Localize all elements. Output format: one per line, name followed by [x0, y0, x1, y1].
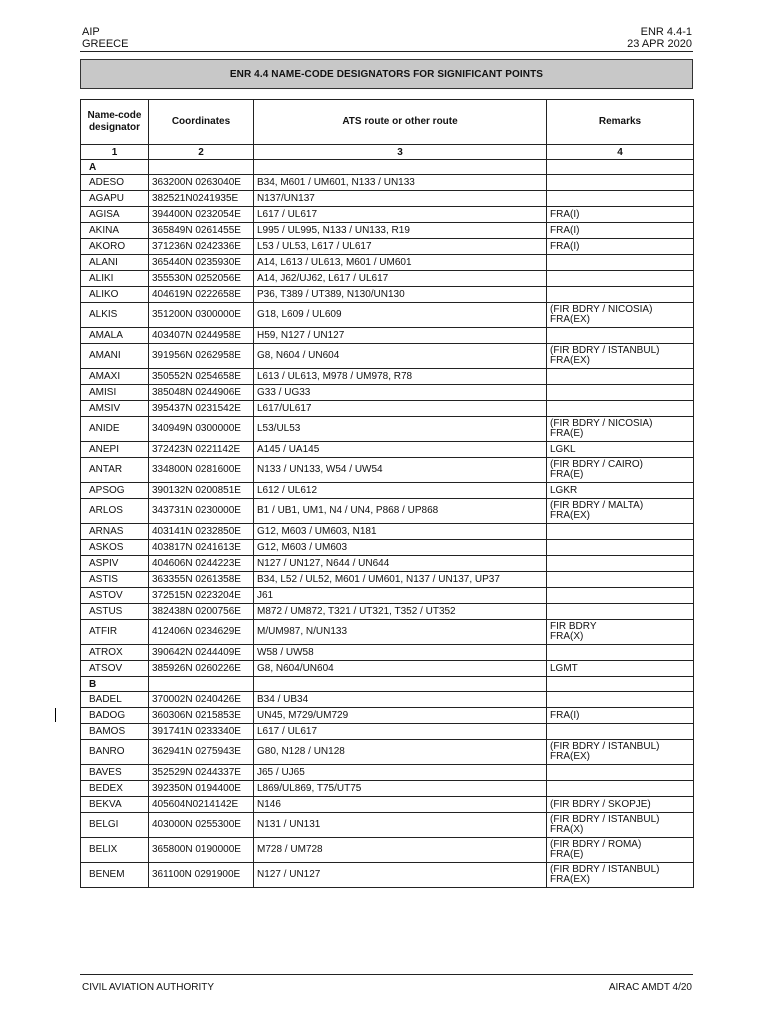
- route-cell: M/UM987, N/UN133: [254, 620, 547, 645]
- remarks-cell: [547, 369, 694, 385]
- name-code-cell: ASTOV: [81, 588, 149, 604]
- name-code-cell: ATFIR: [81, 620, 149, 645]
- remark-line: FRA(EX): [550, 355, 590, 366]
- remarks-cell: [547, 645, 694, 661]
- remark-line: FRA(E): [550, 428, 584, 439]
- remark-line: (FIR BDRY / SKOPJE): [550, 799, 651, 810]
- remark-line: FRA(EX): [550, 751, 590, 762]
- remark-line: FRA(I): [550, 209, 580, 220]
- remark-line: FRA(EX): [550, 510, 590, 521]
- table-row: [81, 191, 694, 207]
- section-title: ENR 4.4 NAME-CODE DESIGNATORS FOR SIGNIFICANT POINTS: [80, 59, 693, 89]
- route-cell: G12, M603 / UM603: [254, 540, 547, 556]
- table-row: [81, 572, 694, 588]
- route-cell: L53 / UL53, L617 / UL617: [254, 239, 547, 255]
- remark-line: (FIR BDRY / NICOSIA): [550, 418, 653, 429]
- remarks-cell: [547, 385, 694, 401]
- coordinates-cell: 391741N 0233340E: [149, 724, 254, 740]
- coordinates-cell: 350552N 0254658E: [149, 369, 254, 385]
- change-bar: [55, 708, 56, 722]
- table-row: [81, 692, 694, 708]
- name-code-cell: AMSIV: [81, 401, 149, 417]
- coordinates-cell: 405604N0214142E: [149, 797, 254, 813]
- coordinates-cell: 372515N 0223204E: [149, 588, 254, 604]
- table-row: [81, 863, 694, 888]
- route-cell: A14, J62/UJ62, L617 / UL617: [254, 271, 547, 287]
- name-code-cell: BELGI: [81, 813, 149, 838]
- remarks-cell: [547, 604, 694, 620]
- name-code-cell: AMAXI: [81, 369, 149, 385]
- table-row: [81, 724, 694, 740]
- remark-line: FRA(X): [550, 631, 584, 642]
- header-right: [627, 26, 692, 50]
- header-divider: [80, 51, 693, 52]
- table-row: [81, 588, 694, 604]
- remark-line: (FIR BDRY / ISTANBUL): [550, 864, 660, 875]
- route-cell: N127 / UN127, N644 / UN644: [254, 556, 547, 572]
- table-row: [81, 645, 694, 661]
- remark-line: FIR BDRY: [550, 621, 597, 632]
- coordinates-cell: 391956N 0262958E: [149, 344, 254, 369]
- remarks-cell: [547, 692, 694, 708]
- remark-line: (FIR BDRY / NICOSIA): [550, 304, 653, 315]
- section-letter-row: [81, 677, 694, 692]
- route-cell: L612 / UL612: [254, 483, 547, 499]
- remarks-cell: [547, 708, 694, 724]
- route-cell: L617/UL617: [254, 401, 547, 417]
- route-cell: A145 / UA145: [254, 442, 547, 458]
- coordinates-cell: 390642N 0244409E: [149, 645, 254, 661]
- remarks-cell: [547, 524, 694, 540]
- remarks-cell: [547, 483, 694, 499]
- remarks-cell: [547, 271, 694, 287]
- route-cell: L613 / UL613, M978 / UM978, R78: [254, 369, 547, 385]
- route-cell: N131 / UN131: [254, 813, 547, 838]
- route-cell: P36, T389 / UT389, N130/UN130: [254, 287, 547, 303]
- remarks-cell: [547, 344, 694, 369]
- remarks-cell: [547, 556, 694, 572]
- name-code-cell: ANEPI: [81, 442, 149, 458]
- route-cell: M872 / UM872, T321 / UT321, T352 / UT352: [254, 604, 547, 620]
- route-cell: N146: [254, 797, 547, 813]
- remark-line: FRA(EX): [550, 874, 590, 885]
- table-row: [81, 620, 694, 645]
- name-code-cell: ALANI: [81, 255, 149, 271]
- empty-cell: [149, 160, 254, 175]
- table-row: [81, 838, 694, 863]
- name-code-cell: ARLOS: [81, 499, 149, 524]
- footer-amendment: AIRAC AMDT 4/20: [608, 982, 692, 993]
- route-cell: L617 / UL617: [254, 207, 547, 223]
- name-code-cell: BEKVA: [81, 797, 149, 813]
- remark-line: (FIR BDRY / ISTANBUL): [550, 741, 660, 752]
- table-header-row: [81, 100, 694, 145]
- col-header-route: ATS route or other route: [254, 100, 547, 145]
- route-cell: L995 / UL995, N133 / UN133, R19: [254, 223, 547, 239]
- remarks-cell: [547, 661, 694, 677]
- coordinates-cell: 343731N 0230000E: [149, 499, 254, 524]
- coordinates-cell: 340949N 0300000E: [149, 417, 254, 442]
- coordinates-cell: 363200N 0263040E: [149, 175, 254, 191]
- name-code-cell: ATSOV: [81, 661, 149, 677]
- col-number-4: 4: [547, 145, 694, 160]
- section-letter-row: [81, 160, 694, 175]
- coordinates-cell: 371236N 0242336E: [149, 239, 254, 255]
- name-code-cell: AKORO: [81, 239, 149, 255]
- header-country: GREECE: [82, 38, 129, 50]
- coordinates-cell: 392350N 0194400E: [149, 781, 254, 797]
- footer-authority: CIVIL AVIATION AUTHORITY: [82, 982, 215, 993]
- table-row: [81, 385, 694, 401]
- table-row: [81, 255, 694, 271]
- remarks-cell: [547, 863, 694, 888]
- coordinates-cell: 395437N 0231542E: [149, 401, 254, 417]
- table-row: [81, 458, 694, 483]
- remark-line: (FIR BDRY / CAIRO): [550, 459, 643, 470]
- table-row: [81, 401, 694, 417]
- route-cell: N137/UN137: [254, 191, 547, 207]
- coordinates-cell: 404606N 0244223E: [149, 556, 254, 572]
- coordinates-cell: 363355N 0261358E: [149, 572, 254, 588]
- remark-line: LGKL: [550, 444, 576, 455]
- table-row: [81, 344, 694, 369]
- name-code-cell: AMISI: [81, 385, 149, 401]
- coordinates-cell: 365440N 0235930E: [149, 255, 254, 271]
- name-code-cell: BADEL: [81, 692, 149, 708]
- name-code-cell: BEDEX: [81, 781, 149, 797]
- remark-line: FRA(E): [550, 849, 584, 860]
- route-cell: G18, L609 / UL609: [254, 303, 547, 328]
- remarks-cell: [547, 223, 694, 239]
- table-body: [81, 160, 694, 888]
- table-row: [81, 328, 694, 344]
- route-cell: G8, N604/UN604: [254, 661, 547, 677]
- empty-cell: [547, 677, 694, 692]
- remark-line: LGMT: [550, 663, 578, 674]
- table-row: [81, 781, 694, 797]
- name-code-cell: ANIDE: [81, 417, 149, 442]
- col-number-3: 3: [254, 145, 547, 160]
- coordinates-cell: 394400N 0232054E: [149, 207, 254, 223]
- table-row: [81, 369, 694, 385]
- name-code-cell: ASTIS: [81, 572, 149, 588]
- remarks-cell: [547, 191, 694, 207]
- table-row: [81, 499, 694, 524]
- empty-cell: [254, 160, 547, 175]
- route-cell: L53/UL53: [254, 417, 547, 442]
- header-left: [82, 26, 128, 50]
- name-code-cell: ASTUS: [81, 604, 149, 620]
- name-code-cell: ALIKO: [81, 287, 149, 303]
- table-row: [81, 540, 694, 556]
- coordinates-cell: 385048N 0244906E: [149, 385, 254, 401]
- header-date: 23 APR 2020: [627, 38, 692, 50]
- coordinates-cell: 382438N 0200756E: [149, 604, 254, 620]
- name-code-cell: BAMOS: [81, 724, 149, 740]
- remarks-cell: [547, 442, 694, 458]
- remarks-cell: [547, 207, 694, 223]
- header-page-ref: ENR 4.4-1: [640, 26, 692, 38]
- remarks-cell: [547, 813, 694, 838]
- route-cell: UN45, M729/UM729: [254, 708, 547, 724]
- table-row: [81, 556, 694, 572]
- empty-cell: [547, 160, 694, 175]
- col-header-name-code: Name-code designator: [81, 100, 149, 145]
- remarks-cell: [547, 499, 694, 524]
- name-code-cell: BENEM: [81, 863, 149, 888]
- remarks-cell: [547, 417, 694, 442]
- table-row: [81, 239, 694, 255]
- name-code-cell: ARNAS: [81, 524, 149, 540]
- col-number-1: 1: [81, 145, 149, 160]
- empty-cell: [254, 677, 547, 692]
- route-cell: B34 / UB34: [254, 692, 547, 708]
- coordinates-cell: 404619N 0222658E: [149, 287, 254, 303]
- route-cell: A14, L613 / UL613, M601 / UM601: [254, 255, 547, 271]
- name-code-cell: ASKOS: [81, 540, 149, 556]
- remarks-cell: [547, 838, 694, 863]
- coordinates-cell: 365849N 0261455E: [149, 223, 254, 239]
- table-row: [81, 604, 694, 620]
- table-row: [81, 813, 694, 838]
- col-number-2: 2: [149, 145, 254, 160]
- name-code-cell: BADOG: [81, 708, 149, 724]
- route-cell: N127 / UN127: [254, 863, 547, 888]
- remark-line: (FIR BDRY / ISTANBUL): [550, 814, 660, 825]
- name-code-cell: BAVES: [81, 765, 149, 781]
- name-code-cell: APSOG: [81, 483, 149, 499]
- table-row: [81, 417, 694, 442]
- remarks-cell: [547, 588, 694, 604]
- route-cell: L617 / UL617: [254, 724, 547, 740]
- remark-line: (FIR BDRY / MALTA): [550, 500, 644, 511]
- coordinates-cell: 360306N 0215853E: [149, 708, 254, 724]
- coordinates-cell: 351200N 0300000E: [149, 303, 254, 328]
- coordinates-cell: 412406N 0234629E: [149, 620, 254, 645]
- coordinates-cell: 403000N 0255300E: [149, 813, 254, 838]
- remarks-cell: [547, 620, 694, 645]
- remark-line: FRA(I): [550, 225, 580, 236]
- table-row: [81, 442, 694, 458]
- route-cell: B1 / UB1, UM1, N4 / UN4, P868 / UP868: [254, 499, 547, 524]
- remarks-cell: [547, 401, 694, 417]
- column-number-row: [81, 145, 694, 160]
- remark-line: FRA(EX): [550, 314, 590, 325]
- table-row: [81, 303, 694, 328]
- designators-table: [80, 99, 694, 888]
- name-code-cell: AMANI: [81, 344, 149, 369]
- remarks-cell: [547, 255, 694, 271]
- route-cell: N133 / UN133, W54 / UW54: [254, 458, 547, 483]
- remarks-cell: [547, 765, 694, 781]
- name-code-cell: ALIKI: [81, 271, 149, 287]
- coordinates-cell: 355530N 0252056E: [149, 271, 254, 287]
- route-cell: W58 / UW58: [254, 645, 547, 661]
- table-row: [81, 207, 694, 223]
- remarks-cell: [547, 303, 694, 328]
- name-code-cell: ATROX: [81, 645, 149, 661]
- coordinates-cell: 352529N 0244337E: [149, 765, 254, 781]
- table-row: [81, 765, 694, 781]
- coordinates-cell: 390132N 0200851E: [149, 483, 254, 499]
- table-row: [81, 524, 694, 540]
- remark-line: (FIR BDRY / ROMA): [550, 839, 642, 850]
- table-row: [81, 483, 694, 499]
- route-cell: G80, N128 / UN128: [254, 740, 547, 765]
- coordinates-cell: 372423N 0221142E: [149, 442, 254, 458]
- route-cell: L869/UL869, T75/UT75: [254, 781, 547, 797]
- remark-line: FRA(X): [550, 824, 584, 835]
- table-row: [81, 797, 694, 813]
- name-code-cell: AKINA: [81, 223, 149, 239]
- route-cell: G8, N604 / UN604: [254, 344, 547, 369]
- section-letter: A: [81, 160, 149, 175]
- coordinates-cell: 334800N 0281600E: [149, 458, 254, 483]
- name-code-cell: ASPIV: [81, 556, 149, 572]
- remark-line: (FIR BDRY / ISTANBUL): [550, 345, 660, 356]
- coordinates-cell: 403407N 0244958E: [149, 328, 254, 344]
- name-code-cell: AGISA: [81, 207, 149, 223]
- route-cell: J61: [254, 588, 547, 604]
- table-row: [81, 271, 694, 287]
- remarks-cell: [547, 740, 694, 765]
- coordinates-cell: 382521N0241935E: [149, 191, 254, 207]
- remarks-cell: [547, 540, 694, 556]
- name-code-cell: BANRO: [81, 740, 149, 765]
- remarks-cell: [547, 458, 694, 483]
- name-code-cell: ADESO: [81, 175, 149, 191]
- footer-divider: [80, 974, 693, 975]
- route-cell: B34, M601 / UM601, N133 / UN133: [254, 175, 547, 191]
- remark-line: FRA(E): [550, 469, 584, 480]
- table-row: [81, 287, 694, 303]
- remarks-cell: [547, 572, 694, 588]
- empty-cell: [149, 677, 254, 692]
- coordinates-cell: 361100N 0291900E: [149, 863, 254, 888]
- name-code-cell: BELIX: [81, 838, 149, 863]
- col-header-coordinates: Coordinates: [149, 100, 254, 145]
- name-code-cell: ALKIS: [81, 303, 149, 328]
- coordinates-cell: 365800N 0190000E: [149, 838, 254, 863]
- route-cell: J65 / UJ65: [254, 765, 547, 781]
- table-row: [81, 223, 694, 239]
- coordinates-cell: 385926N 0260226E: [149, 661, 254, 677]
- remarks-cell: [547, 239, 694, 255]
- remarks-cell: [547, 328, 694, 344]
- coordinates-cell: 403817N 0241613E: [149, 540, 254, 556]
- remark-line: FRA(I): [550, 710, 580, 721]
- remarks-cell: [547, 175, 694, 191]
- coordinates-cell: 362941N 0275943E: [149, 740, 254, 765]
- route-cell: G33 / UG33: [254, 385, 547, 401]
- coordinates-cell: 403141N 0232850E: [149, 524, 254, 540]
- remarks-cell: [547, 724, 694, 740]
- route-cell: G12, M603 / UM603, N181: [254, 524, 547, 540]
- remarks-cell: [547, 797, 694, 813]
- route-cell: B34, L52 / UL52, M601 / UM601, N137 / UN137, UP37: [254, 572, 547, 588]
- name-code-cell: AGAPU: [81, 191, 149, 207]
- remark-line: FRA(I): [550, 241, 580, 252]
- name-code-cell: ANTAR: [81, 458, 149, 483]
- header-aip: AIP: [82, 26, 100, 38]
- coordinates-cell: 370002N 0240426E: [149, 692, 254, 708]
- table-row: [81, 708, 694, 724]
- remark-line: LGKR: [550, 485, 578, 496]
- route-cell: M728 / UM728: [254, 838, 547, 863]
- remarks-cell: [547, 287, 694, 303]
- route-cell: H59, N127 / UN127: [254, 328, 547, 344]
- table-row: [81, 661, 694, 677]
- name-code-cell: AMALA: [81, 328, 149, 344]
- section-letter: B: [81, 677, 149, 692]
- table-row: [81, 740, 694, 765]
- col-header-remarks: Remarks: [547, 100, 694, 145]
- table-row: [81, 175, 694, 191]
- remarks-cell: [547, 781, 694, 797]
